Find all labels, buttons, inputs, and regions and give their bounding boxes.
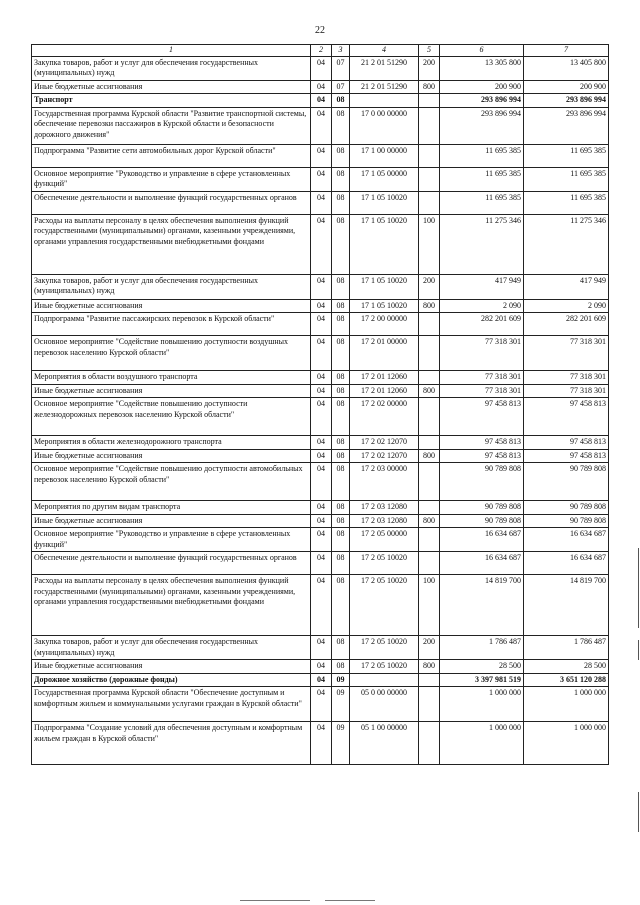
amount-year2-cell: 11 275 346 [524,214,609,274]
amount-year2-cell: 16 634 687 [524,528,609,552]
row-name-cell: Иные бюджетные ассигнования [32,514,311,528]
amount-year1-cell: 282 201 609 [440,313,524,336]
subsection-code-cell: 08 [332,449,350,463]
target-code-cell: 17 2 05 10020 [350,636,419,660]
section-code-cell: 04 [311,56,332,80]
row-name-cell: Государственная программа Курской области "Обеспечение доступным и комфортным жильем и коммунальными услугами граждан в Курской области" [32,687,311,722]
expense-type-cell: 100 [419,575,440,636]
amount-year1-cell: 90 789 808 [440,514,524,528]
table-row [32,673,609,687]
table-row [32,167,609,191]
section-code-cell: 04 [311,449,332,463]
row-name-cell: Иные бюджетные ассигнования [32,80,311,94]
edge-mark [638,640,639,660]
expense-type-cell: 800 [419,80,440,94]
amount-year2-cell: 3 651 120 288 [524,673,609,687]
expense-type-cell [419,371,440,385]
row-name-cell: Подпрограмма "Развитие сети автомобильных дорог Курской области" [32,144,311,167]
amount-year2-cell: 97 458 813 [524,449,609,463]
target-code-cell: 17 1 05 10020 [350,274,419,299]
amount-year2-cell: 90 789 808 [524,501,609,515]
edge-mark [638,548,639,628]
row-name-cell: Основное мероприятие "Содействие повышению доступности воздушных перевозок населению Курской области" [32,336,311,371]
subsection-code-cell: 08 [332,398,350,436]
amount-year2-cell: 11 695 385 [524,191,609,214]
column-header: 4 [350,45,419,57]
row-name-cell: Расходы на выплаты персоналу в целях обеспечения выполнения функций государственными (муниципальными) органами, казенными учреждениями, органами управления государственными внебюджетными фондами [32,214,311,274]
amount-year1-cell: 2 090 [440,299,524,313]
target-code-cell: 21 2 01 51290 [350,56,419,80]
section-code-cell: 04 [311,398,332,436]
amount-year1-cell: 16 634 687 [440,528,524,552]
amount-year2-cell: 200 900 [524,80,609,94]
target-code-cell: 17 2 05 00000 [350,528,419,552]
amount-year1-cell: 11 695 385 [440,191,524,214]
expense-type-cell [419,722,440,765]
target-code-cell: 17 1 05 10020 [350,191,419,214]
section-code-cell: 04 [311,107,332,144]
section-code-cell: 04 [311,436,332,450]
table-row [32,660,609,674]
subsection-code-cell: 08 [332,528,350,552]
target-code-cell: 17 2 02 00000 [350,398,419,436]
expense-type-cell [419,144,440,167]
subsection-code-cell: 08 [332,552,350,575]
subsection-code-cell: 09 [332,687,350,722]
row-name-cell: Мероприятия в области железнодорожного транспорта [32,436,311,450]
target-code-cell: 17 2 03 12080 [350,514,419,528]
section-code-cell: 04 [311,336,332,371]
expense-type-cell: 800 [419,514,440,528]
row-name-cell: Основное мероприятие "Руководство и управление в сфере установленных функций" [32,528,311,552]
target-code-cell: 17 2 01 12060 [350,371,419,385]
target-code-cell: 17 1 05 10020 [350,299,419,313]
expense-type-cell [419,528,440,552]
column-header: 1 [32,45,311,57]
amount-year1-cell: 13 305 800 [440,56,524,80]
table-header-row [32,45,609,57]
subsection-code-cell: 08 [332,191,350,214]
expense-type-cell [419,463,440,501]
section-code-cell: 04 [311,660,332,674]
row-name-cell: Иные бюджетные ассигнования [32,660,311,674]
table-row [32,56,609,80]
table-row [32,214,609,274]
target-code-cell: 05 0 00 00000 [350,687,419,722]
amount-year1-cell: 90 789 808 [440,463,524,501]
table-row [32,274,609,299]
table-row [32,501,609,515]
amount-year2-cell: 90 789 808 [524,463,609,501]
amount-year1-cell: 11 695 385 [440,167,524,191]
amount-year2-cell: 293 896 994 [524,107,609,144]
row-name-cell: Закупка товаров, работ и услуг для обеспечения государственных (муниципальных) нужд [32,274,311,299]
target-code-cell: 17 1 00 00000 [350,144,419,167]
table-row [32,94,609,108]
table-row [32,722,609,765]
amount-year2-cell: 13 405 800 [524,56,609,80]
amount-year2-cell: 1 786 487 [524,636,609,660]
target-code-cell: 17 2 02 12070 [350,449,419,463]
target-code-cell: 17 2 05 10020 [350,575,419,636]
expense-type-cell: 800 [419,384,440,398]
subsection-code-cell: 08 [332,299,350,313]
row-name-cell: Обеспечение деятельности и выполнение функций государственных органов [32,191,311,214]
amount-year2-cell: 1 000 000 [524,722,609,765]
section-code-cell: 04 [311,528,332,552]
table-row [32,449,609,463]
expense-type-cell [419,673,440,687]
expense-type-cell: 800 [419,660,440,674]
column-header: 6 [440,45,524,57]
expense-type-cell: 800 [419,299,440,313]
subsection-code-cell: 09 [332,722,350,765]
row-name-cell: Основное мероприятие "Содействие повышению доступности автомобильных перевозок населению Курской области" [32,463,311,501]
section-code-cell: 04 [311,191,332,214]
subsection-code-cell: 08 [332,336,350,371]
amount-year2-cell: 11 695 385 [524,144,609,167]
section-code-cell: 04 [311,687,332,722]
footer-line [325,900,375,901]
amount-year1-cell: 28 500 [440,660,524,674]
section-code-cell: 04 [311,722,332,765]
budget-table [31,44,609,765]
expense-type-cell: 800 [419,449,440,463]
table-row [32,687,609,722]
edge-mark [638,792,639,832]
amount-year2-cell: 1 000 000 [524,687,609,722]
amount-year2-cell: 28 500 [524,660,609,674]
target-code-cell [350,673,419,687]
table-row [32,384,609,398]
target-code-cell: 17 2 02 12070 [350,436,419,450]
amount-year1-cell: 97 458 813 [440,436,524,450]
target-code-cell: 17 2 03 12080 [350,501,419,515]
amount-year2-cell: 16 634 687 [524,552,609,575]
subsection-code-cell: 07 [332,56,350,80]
section-code-cell: 04 [311,94,332,108]
subsection-code-cell: 08 [332,514,350,528]
row-name-cell: Иные бюджетные ассигнования [32,384,311,398]
table-row [32,336,609,371]
target-code-cell: 17 2 01 00000 [350,336,419,371]
section-code-cell: 04 [311,575,332,636]
row-name-cell: Государственная программа Курской области "Развитие транспортной системы, обеспечение перевозки пассажиров в Курской области и безопасности дорожного движения" [32,107,311,144]
table-row [32,313,609,336]
target-code-cell: 17 0 00 00000 [350,107,419,144]
subsection-code-cell: 08 [332,107,350,144]
expense-type-cell [419,167,440,191]
section-code-cell: 04 [311,167,332,191]
section-code-cell: 04 [311,274,332,299]
amount-year1-cell: 200 900 [440,80,524,94]
row-name-cell: Основное мероприятие "Руководство и управление в сфере установленных функций" [32,167,311,191]
subsection-code-cell: 08 [332,371,350,385]
subsection-code-cell: 08 [332,436,350,450]
table-row [32,528,609,552]
expense-type-cell: 100 [419,214,440,274]
amount-year2-cell: 282 201 609 [524,313,609,336]
row-name-cell: Мероприятия по другим видам транспорта [32,501,311,515]
section-code-cell: 04 [311,144,332,167]
subsection-code-cell: 08 [332,463,350,501]
amount-year1-cell: 417 949 [440,274,524,299]
table-row [32,463,609,501]
table-row [32,398,609,436]
amount-year2-cell: 293 896 994 [524,94,609,108]
section-code-cell: 04 [311,552,332,575]
subsection-code-cell: 09 [332,673,350,687]
column-header: 7 [524,45,609,57]
expense-type-cell [419,94,440,108]
amount-year1-cell: 293 896 994 [440,107,524,144]
table-row [32,575,609,636]
amount-year1-cell: 14 819 700 [440,575,524,636]
subsection-code-cell: 08 [332,575,350,636]
section-code-cell: 04 [311,371,332,385]
section-code-cell: 04 [311,299,332,313]
target-code-cell: 17 2 00 00000 [350,313,419,336]
amount-year2-cell: 77 318 301 [524,371,609,385]
target-code-cell [350,94,419,108]
amount-year2-cell: 417 949 [524,274,609,299]
expense-type-cell [419,501,440,515]
expense-type-cell [419,107,440,144]
column-header: 3 [332,45,350,57]
section-code-cell: 04 [311,636,332,660]
expense-type-cell [419,687,440,722]
subsection-code-cell: 08 [332,214,350,274]
amount-year1-cell: 16 634 687 [440,552,524,575]
amount-year1-cell: 1 786 487 [440,636,524,660]
subsection-code-cell: 07 [332,80,350,94]
target-code-cell: 21 2 01 51290 [350,80,419,94]
amount-year2-cell: 97 458 813 [524,398,609,436]
subsection-code-cell: 08 [332,144,350,167]
table-row [32,299,609,313]
target-code-cell: 17 2 05 10020 [350,660,419,674]
expense-type-cell [419,552,440,575]
amount-year1-cell: 293 896 994 [440,94,524,108]
section-code-cell: 04 [311,673,332,687]
target-code-cell: 17 2 05 10020 [350,552,419,575]
expense-type-cell [419,398,440,436]
amount-year2-cell: 97 458 813 [524,436,609,450]
section-code-cell: 04 [311,214,332,274]
amount-year1-cell: 90 789 808 [440,501,524,515]
expense-type-cell [419,313,440,336]
amount-year1-cell: 97 458 813 [440,398,524,436]
table-row [32,371,609,385]
subsection-code-cell: 08 [332,660,350,674]
row-name-cell: Иные бюджетные ассигнования [32,449,311,463]
table-row [32,144,609,167]
target-code-cell: 17 1 05 10020 [350,214,419,274]
column-header: 5 [419,45,440,57]
table-row [32,107,609,144]
table-row [32,552,609,575]
table-row [32,636,609,660]
amount-year1-cell: 77 318 301 [440,384,524,398]
row-name-cell: Обеспечение деятельности и выполнение функций государственных органов [32,552,311,575]
section-code-cell: 04 [311,463,332,501]
row-name-cell: Закупка товаров, работ и услуг для обеспечения государственных (муниципальных) нужд [32,56,311,80]
section-code-cell: 04 [311,313,332,336]
section-code-cell: 04 [311,514,332,528]
row-name-cell: Подпрограмма "Создание условий для обеспечения доступным и комфортным жильем граждан в Курской области" [32,722,311,765]
subsection-code-cell: 08 [332,94,350,108]
amount-year2-cell: 14 819 700 [524,575,609,636]
expense-type-cell [419,436,440,450]
expense-type-cell [419,191,440,214]
expense-type-cell: 200 [419,636,440,660]
target-code-cell: 17 2 01 12060 [350,384,419,398]
row-name-cell: Расходы на выплаты персоналу в целях обеспечения выполнения функций государственными (муниципальными) органами, казенными учреждениями, органами управления государственными внебюджетными фондами [32,575,311,636]
amount-year1-cell: 97 458 813 [440,449,524,463]
amount-year1-cell: 11 695 385 [440,144,524,167]
amount-year1-cell: 1 000 000 [440,722,524,765]
table-row [32,514,609,528]
column-header: 2 [311,45,332,57]
section-code-cell: 04 [311,80,332,94]
amount-year2-cell: 77 318 301 [524,336,609,371]
amount-year1-cell: 11 275 346 [440,214,524,274]
row-name-cell: Транспорт [32,94,311,108]
target-code-cell: 05 1 00 00000 [350,722,419,765]
row-name-cell: Дорожное хозяйство (дорожные фонды) [32,673,311,687]
expense-type-cell [419,336,440,371]
amount-year2-cell: 2 090 [524,299,609,313]
amount-year2-cell: 90 789 808 [524,514,609,528]
subsection-code-cell: 08 [332,384,350,398]
expense-type-cell: 200 [419,56,440,80]
amount-year1-cell: 1 000 000 [440,687,524,722]
section-code-cell: 04 [311,384,332,398]
expense-type-cell: 200 [419,274,440,299]
subsection-code-cell: 08 [332,274,350,299]
amount-year2-cell: 11 695 385 [524,167,609,191]
row-name-cell: Мероприятия в области воздушного транспорта [32,371,311,385]
table-row [32,191,609,214]
subsection-code-cell: 08 [332,167,350,191]
row-name-cell: Иные бюджетные ассигнования [32,299,311,313]
table-row [32,436,609,450]
amount-year1-cell: 77 318 301 [440,371,524,385]
subsection-code-cell: 08 [332,636,350,660]
row-name-cell: Основное мероприятие "Содействие повышению доступности железнодорожных перевозок населению Курской области" [32,398,311,436]
row-name-cell: Закупка товаров, работ и услуг для обеспечения государственных (муниципальных) нужд [32,636,311,660]
amount-year2-cell: 77 318 301 [524,384,609,398]
amount-year1-cell: 77 318 301 [440,336,524,371]
section-code-cell: 04 [311,501,332,515]
target-code-cell: 17 2 03 00000 [350,463,419,501]
page-number: 22 [315,25,325,36]
subsection-code-cell: 08 [332,501,350,515]
footer-line [240,900,310,901]
target-code-cell: 17 1 05 00000 [350,167,419,191]
amount-year1-cell: 3 397 981 519 [440,673,524,687]
subsection-code-cell: 08 [332,313,350,336]
table-row [32,80,609,94]
row-name-cell: Подпрограмма "Развитие пассажирских перевозок в Курской области" [32,313,311,336]
